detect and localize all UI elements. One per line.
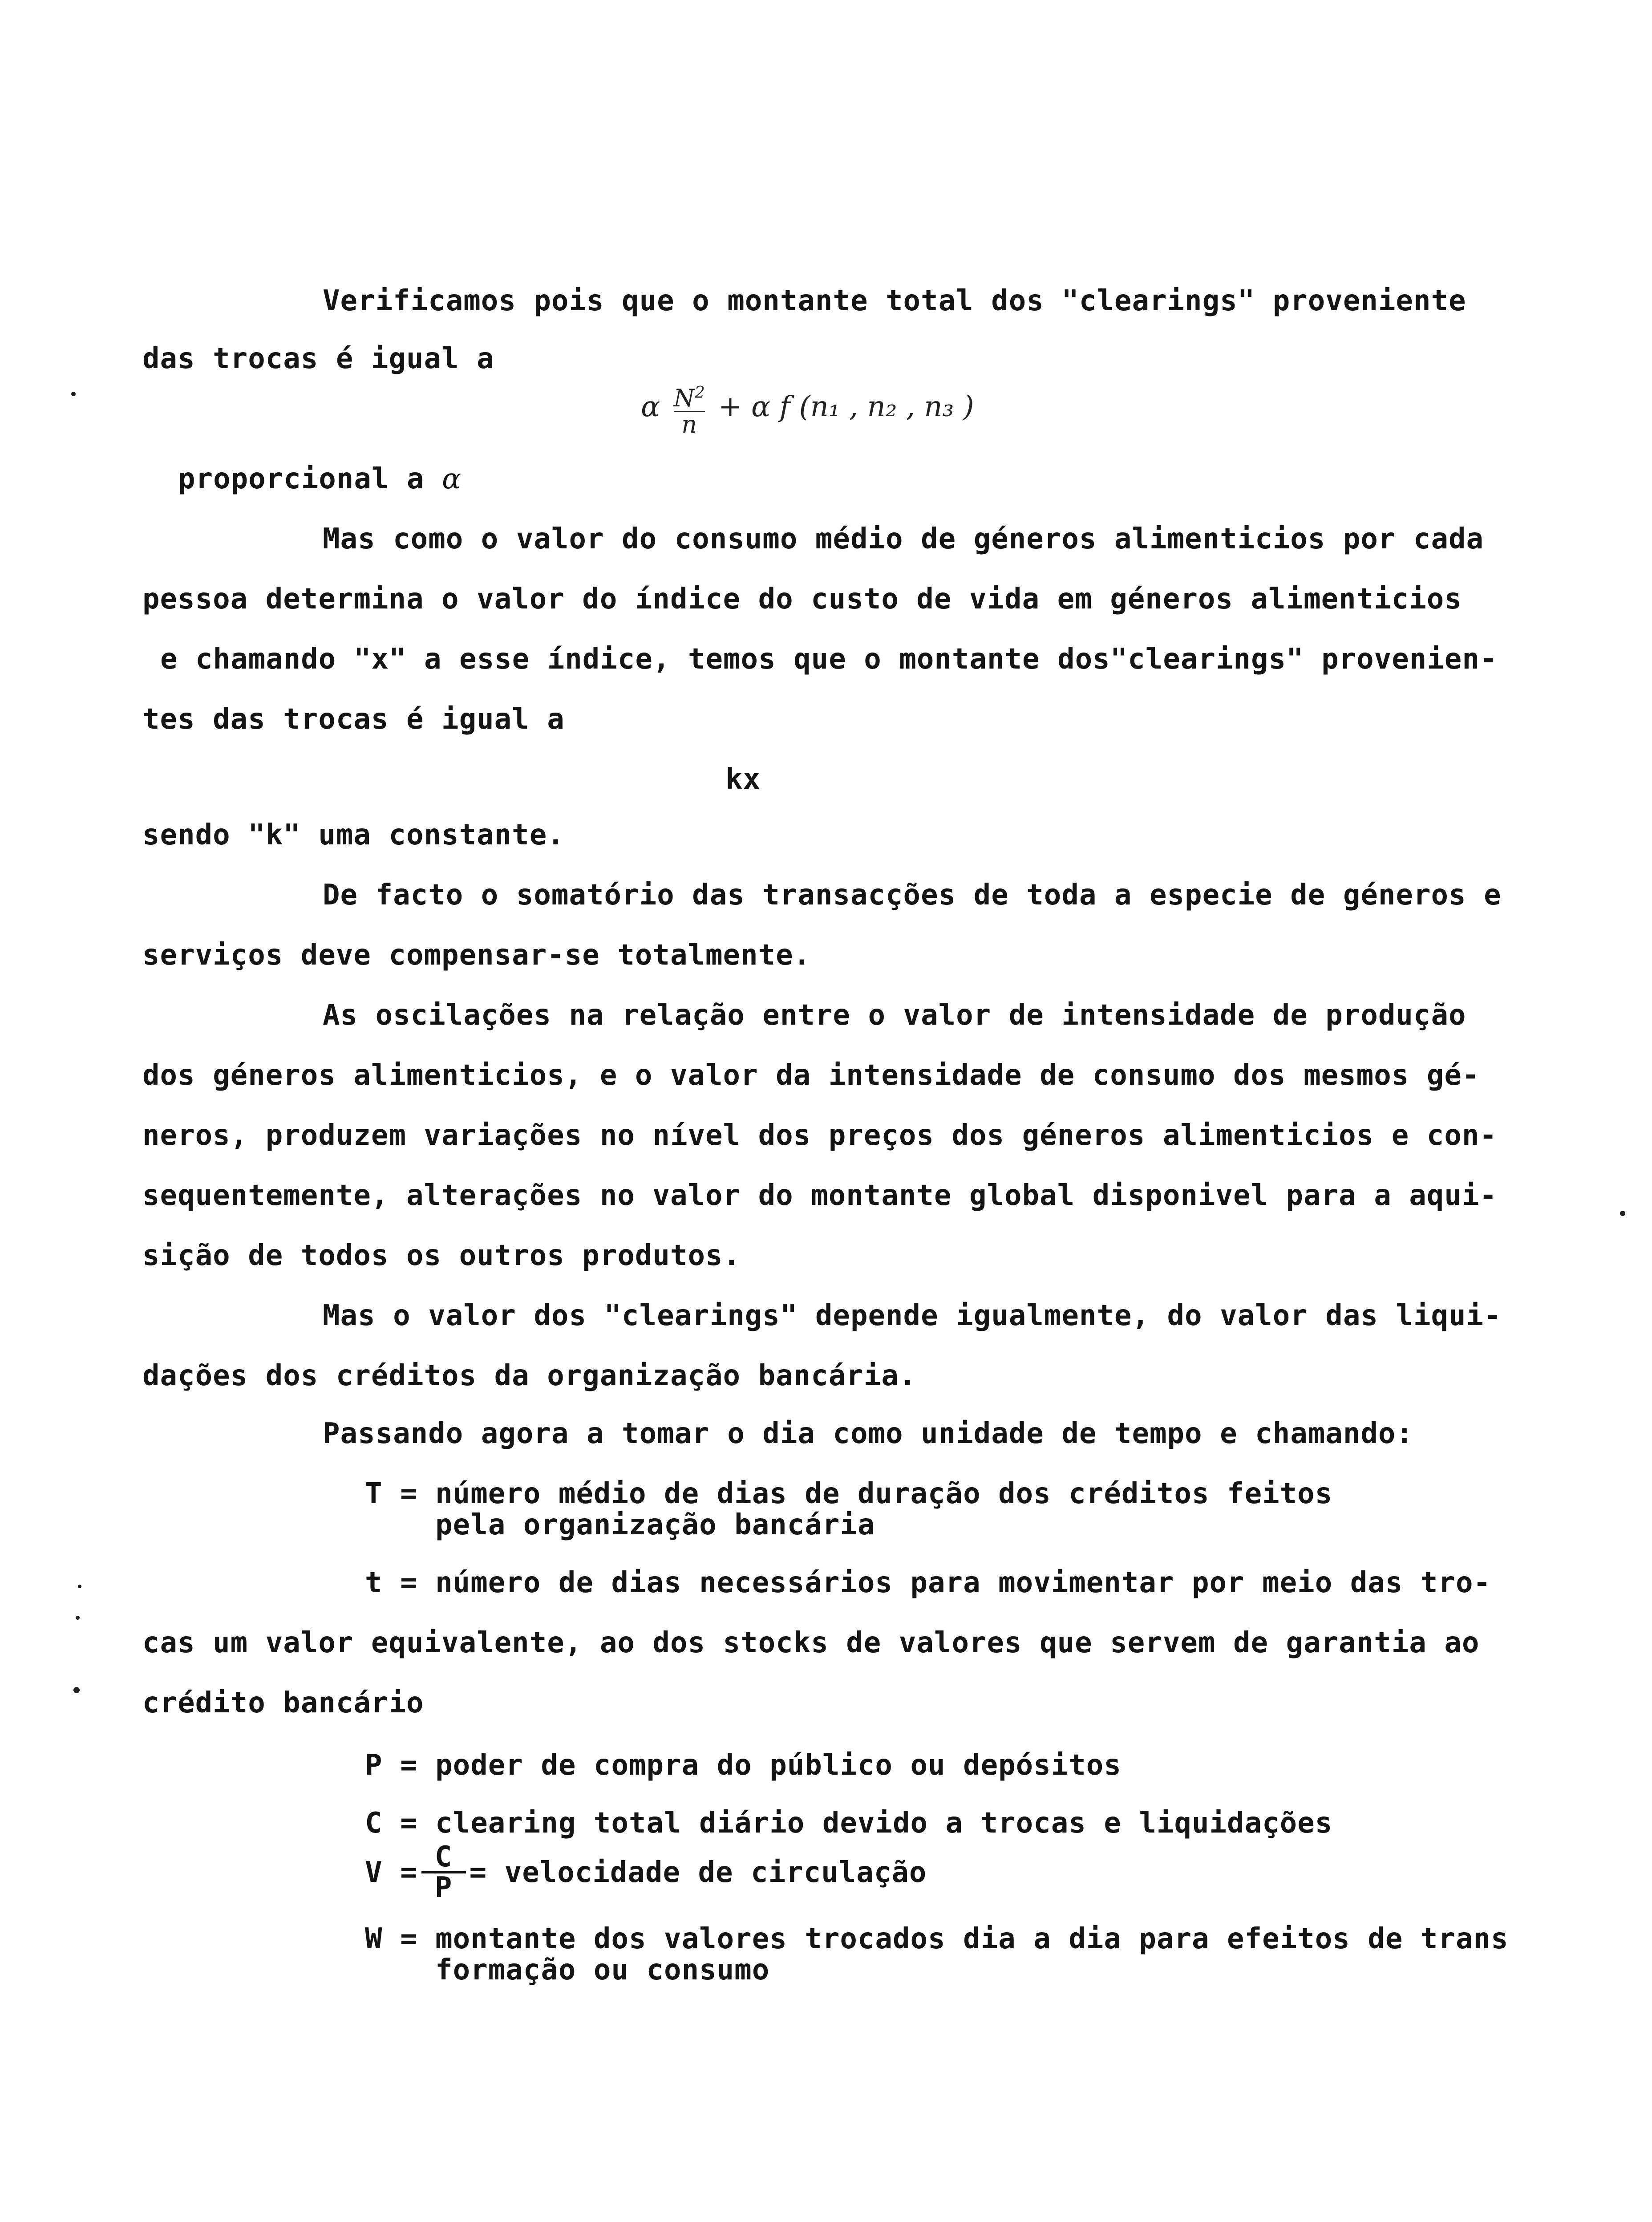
definition-V-lhs: V = <box>365 1856 418 1889</box>
scan-speck <box>73 1687 80 1693</box>
proportional-line <box>178 463 462 495</box>
definition-V-rhs: = velocidade de circulação <box>469 1856 927 1889</box>
definition-V-num: C <box>434 1841 453 1873</box>
proportional-text: proporcional a <box>178 462 425 495</box>
definition-P: P = poder de compra do público ou depósitos <box>365 1749 1122 1782</box>
handwritten-formula <box>641 381 974 437</box>
text-line: As oscilações na relação entre o valor de intensidade de produção <box>323 999 1466 1032</box>
text-line: De facto o somatório das transacções de toda a especie de géneros e <box>323 879 1502 912</box>
text-line: das trocas é igual a <box>142 342 494 375</box>
definition-V-den: P <box>421 1871 466 1902</box>
definition-W-cont: formação ou consumo <box>365 1954 770 1987</box>
text-line: neros, produzem variações no nível dos preços dos géneros alimenticios e con- <box>142 1119 1497 1152</box>
definition-W: W = montante dos valores trocados dia a dia para efeitos de trans <box>365 1922 1509 1955</box>
scan-speck <box>1620 1211 1625 1216</box>
definition-t-cont: cas um valor equivalente, ao dos stocks de valores que servem de garantia ao <box>142 1626 1480 1659</box>
formula-numerator: N <box>673 384 695 412</box>
definition-V <box>365 1843 927 1902</box>
text-line: Mas o valor dos "clearings" depende igualmente, do valor das liqui- <box>323 1299 1502 1332</box>
scan-speck <box>76 1616 80 1620</box>
definition-T-cont: pela organização bancária <box>365 1508 875 1541</box>
formula-kx: kx <box>725 763 761 796</box>
definition-t: t = número de dias necessários para movimentar por meio das tro- <box>365 1566 1491 1599</box>
text-line: dações dos créditos da organização bancária. <box>142 1359 917 1392</box>
definition-V-fraction <box>421 1843 466 1902</box>
definition-T: T = número médio de dias de duração dos créditos feitos <box>365 1477 1333 1510</box>
text-line: Verificamos pois que o montante total dos "clearings" proveniente <box>323 284 1466 317</box>
proportional-alpha: α <box>441 462 462 495</box>
formula-denominator: n <box>674 411 705 437</box>
definition-t-cont: crédito bancário <box>142 1687 424 1719</box>
formula-exponent: 2 <box>694 384 705 402</box>
text-line: Mas como o valor do consumo médio de géneros alimenticios por cada <box>323 523 1484 556</box>
text-line: serviços deve compensar-se totalmente. <box>142 939 811 972</box>
text-line: pessoa determina o valor do índice do custo de vida em géneros alimenticios <box>142 583 1462 616</box>
text-line: sição de todos os outros produtos. <box>142 1239 741 1272</box>
text-line: tes das trocas é igual a <box>142 703 565 736</box>
formula-rest: + α f (n₁ , n₂ , n₃ ) <box>718 390 974 423</box>
text-line: sequentemente, alterações no valor do montante global disponivel para a aqui- <box>142 1179 1497 1212</box>
text-line: Passando agora a tomar o dia como unidade de tempo e chamando: <box>323 1417 1413 1450</box>
text-line: e chamando "x" a esse índice, temos que o montante dos"clearings" provenien- <box>160 643 1498 676</box>
formula-fraction <box>674 381 705 437</box>
scan-speck <box>71 392 76 396</box>
formula-alpha: α <box>641 390 660 423</box>
definition-C: C = clearing total diário devido a trocas e liquidações <box>365 1807 1333 1840</box>
text-line: sendo "k" uma constante. <box>142 819 565 851</box>
scan-speck <box>78 1585 81 1588</box>
text-line: dos géneros alimenticios, e o valor da intensidade de consumo dos mesmos gé- <box>142 1059 1480 1092</box>
